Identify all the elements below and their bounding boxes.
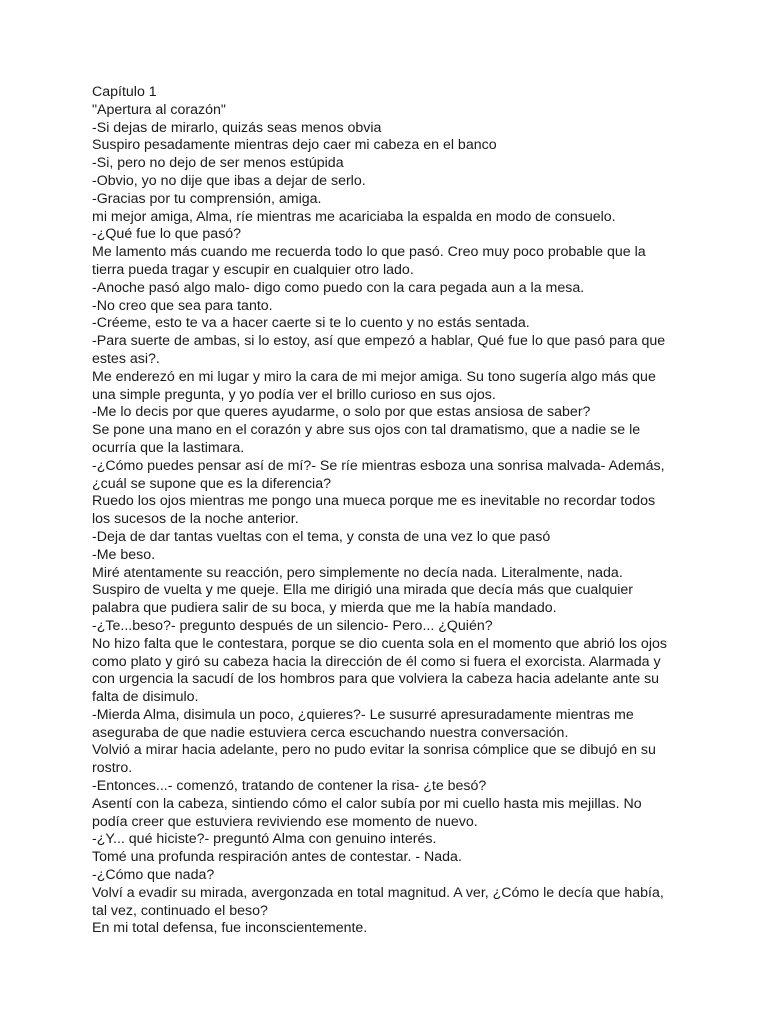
text-line: como plato y giró su cabeza hacia la dirección de él como si fuera el exorcista. Alarmada y (92, 653, 661, 670)
text-line: -¿Y... qué hiciste?- preguntó Alma con genuino interés. (92, 831, 437, 848)
text-line: Asentí con la cabeza, sintiendo cómo el calor subía por mi cuello hasta mis mejillas. No (92, 795, 642, 812)
text-line: En mi total defensa, fue inconscientemente. (92, 920, 368, 937)
text-line: con urgencia la sacudí de los hombros para que volviera la cabeza hacia adelante ante su (92, 671, 660, 688)
text-line: ¿cuál se supone que es la diferencia? (92, 475, 331, 492)
text-line: -¿Cómo puedes pensar así de mí?- Se ríe mientras esboza una sonrisa malvada- Además, (92, 457, 665, 474)
text-line: una simple pregunta, y yo podía ver el brillo curioso en sus ojos. (92, 386, 496, 403)
text-line: -¿Te...beso?- pregunto después de un silencio- Pero... ¿Quién? (92, 617, 493, 634)
text-line: -Me beso. (92, 546, 156, 563)
text-line: -Me lo decis por que queres ayudarme, o solo por que estas ansiosa de saber? (92, 404, 591, 421)
text-line: rostro. (92, 760, 133, 777)
text-line: Me enderezó en mi lugar y miro la cara de mi mejor amiga. Su tono sugería algo más que (92, 368, 656, 385)
text-line: Volví a evadir su mirada, avergonzada en total magnitud. A ver, ¿Cómo le decía que había, (92, 884, 664, 901)
text-line: los sucesos de la noche anterior. (92, 511, 299, 528)
text-line: Volvió a mirar hacia adelante, pero no pudo evitar la sonrisa cómplice que se dibujó en su (92, 742, 656, 759)
text-line: aseguraba de que nadie estuviera cerca escuchando nuestra conversación. (92, 724, 569, 741)
text-line: -No creo que sea para tanto. (92, 297, 273, 314)
text-line: -Si, pero no dejo de ser menos estúpida (92, 155, 344, 172)
text-line: falta de disimulo. (92, 689, 199, 706)
text-line: -¿Cómo que nada? (92, 867, 215, 884)
text-line: tal vez, continuado el beso? (92, 902, 268, 919)
text-line: -¿Qué fue lo que pasó? (92, 226, 242, 243)
text-line: tierra pueda tragar y escupir en cualquier otro lado. (92, 261, 414, 278)
text-line: palabra que pudiera salir de su boca, y mierda que me la había mandado. (92, 600, 557, 617)
text-line: -Obvio, yo no dije que ibas a dejar de serlo. (92, 172, 366, 189)
text-line: -Gracias por tu comprensión, amiga. (92, 190, 322, 207)
text-line: -Si dejas de mirarlo, quizás seas menos obvia (92, 119, 382, 136)
text-line: Se pone una mano en el corazón y abre sus ojos con tal dramatismo, que a nadie se le (92, 422, 641, 439)
text-line: ocurría que la lastimara. (92, 439, 245, 456)
text-line: podía creer que estuviera reviviendo ese momento de nuevo. (92, 813, 478, 830)
text-line: Miré atentamente su reacción, pero simplemente no decía nada. Literalmente, nada. (92, 564, 623, 581)
text-line: Suspiro de vuelta y me queje. Ella me dirigió una mirada que decía más que cualquier (92, 582, 634, 599)
document-body (92, 84, 682, 938)
text-line: -Anoche pasó algo malo- digo como puedo con la cara pegada aun a la mesa. (92, 279, 585, 296)
text-line: mi mejor amiga, Alma, ríe mientras me acariciaba la espalda en modo de consuelo. (92, 208, 616, 225)
chapter-title: "Apertura al corazón" (92, 101, 226, 118)
text-line: -Deja de dar tantas vueltas con el tema, y consta de una vez lo que pasó (92, 528, 551, 545)
text-line: -Mierda Alma, disimula un poco, ¿quieres?- Le susurré apresuradamente mientras me (92, 706, 634, 723)
text-line: -Para suerte de ambas, si lo estoy, así que empezó a hablar, Qué fue lo que pasó para que (92, 333, 666, 350)
text-line: -Créeme, esto te va a hacer caerte si te lo cuento y no estás sentada. (92, 315, 530, 332)
text-line: -Entonces...- comenzó, tratando de contener la risa- ¿te besó? (92, 778, 487, 795)
text-line: estes asi?. (92, 350, 160, 367)
text-line: Me lamento más cuando me recuerda todo lo que pasó. Creo muy poco probable que la (92, 244, 646, 261)
text-line: Tomé una profunda respiración antes de contestar. - Nada. (92, 849, 462, 866)
text-line: Suspiro pesadamente mientras dejo caer mi cabeza en el banco (92, 137, 497, 154)
text-line: Ruedo los ojos mientras me pongo una mueca porque me es inevitable no recordar todos (92, 493, 656, 510)
text-line: No hizo falta que le contestara, porque se dio cuenta sola en el momento que abrió los ojos (92, 635, 667, 652)
chapter-heading: Capítulo 1 (92, 84, 157, 100)
